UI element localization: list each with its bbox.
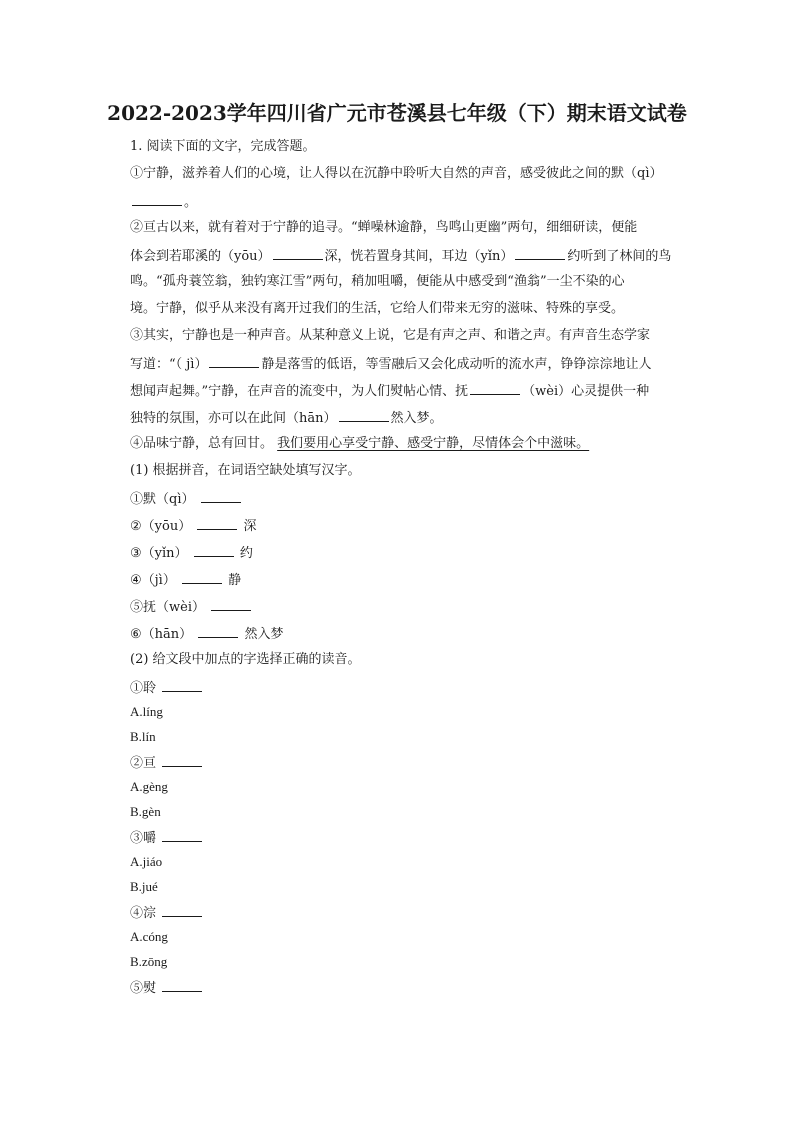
choice-char: ①聆 bbox=[130, 681, 157, 696]
text-segment: 然入梦。 bbox=[390, 411, 443, 426]
fill-item bbox=[130, 596, 700, 623]
paragraph-3-line-1: ③其实，宁静也是一种声音。从某种意义上说，它是有声之声、和谐之声。有声音生态学家 bbox=[130, 328, 651, 343]
paragraph-1-tail: 。 bbox=[184, 195, 198, 210]
sub-question-1: (1) 根据拼音，在词语空缺处填写汉字。 bbox=[130, 463, 361, 478]
page-title: 2022-2023学年四川省广元市苍溪县七年级（下）期末语文试卷 bbox=[107, 101, 687, 125]
text-segment: ④品味宁静，总有回甘。 bbox=[130, 436, 274, 451]
answer-blank[interactable] bbox=[162, 977, 202, 992]
paragraph-4 bbox=[130, 434, 700, 461]
fill-suffix: 然入梦 bbox=[244, 627, 284, 642]
answer-blank[interactable] bbox=[162, 752, 202, 767]
text-segment: （wèi）心灵提供一种 bbox=[522, 384, 650, 399]
paragraph-3-line-2 bbox=[130, 353, 700, 380]
answer-blank[interactable] bbox=[515, 245, 565, 260]
option-b[interactable]: B.lín bbox=[130, 729, 156, 744]
fill-label: ④（jì） bbox=[130, 573, 176, 588]
fill-suffix: 静 bbox=[228, 573, 242, 588]
fill-label: ③（yǐn） bbox=[130, 546, 188, 561]
answer-blank[interactable] bbox=[162, 827, 202, 842]
answer-blank[interactable] bbox=[194, 542, 234, 557]
paragraph-3-line-4 bbox=[130, 407, 700, 434]
choice-label bbox=[130, 752, 700, 777]
answer-blank[interactable] bbox=[182, 569, 222, 584]
underlined-sentence: 我们要用心享受宁静、感受宁静，尽情体会个中滋味。 bbox=[277, 436, 590, 451]
text-segment: 静是落雪的低语，等雪融后又会化成动听的流水声，铮铮淙淙地让人 bbox=[261, 357, 652, 372]
text-segment: 深，恍若置身其间，耳边（yǐn） bbox=[324, 249, 514, 264]
paragraph-1-line-1: ①宁静，滋养着人们的心境，让人得以在沉静中聆听大自然的声音，感受彼此之间的默（qì） bbox=[130, 166, 663, 181]
answer-blank[interactable] bbox=[211, 596, 251, 611]
paragraph-2-line-3: 鸣。“孤舟蓑笠翁，独钓寒江雪”两句，稍加咀嚼，便能从中感受到“渔翁”一尘不染的心 bbox=[130, 274, 625, 289]
text-segment: 体会到若耶溪的（yōu） bbox=[130, 249, 271, 264]
answer-blank[interactable] bbox=[339, 407, 389, 422]
answer-blank[interactable] bbox=[201, 488, 241, 503]
answer-blank[interactable] bbox=[132, 191, 182, 206]
fill-item bbox=[130, 569, 700, 596]
choice-char: ②亘 bbox=[130, 756, 157, 771]
option-a[interactable]: A.jiáo bbox=[130, 854, 163, 869]
question-header: 1. 阅读下面的文字，完成答题。 bbox=[130, 139, 316, 154]
paragraph-2-line-2 bbox=[130, 245, 700, 272]
choice-label bbox=[130, 677, 700, 702]
paragraph-3-line-3 bbox=[130, 380, 700, 407]
sub-question-2: (2) 给文段中加点的字选择正确的读音。 bbox=[130, 652, 361, 667]
option-a[interactable]: A.cóng bbox=[130, 929, 168, 944]
question-body bbox=[130, 137, 700, 1002]
option-b[interactable]: B.jué bbox=[130, 879, 158, 894]
paragraph-2-line-4: 境。宁静，似乎从来没有离开过我们的生活，它给人们带来无穷的滋味、特殊的享受。 bbox=[130, 301, 625, 316]
choice-char: ③嚼 bbox=[130, 831, 157, 846]
option-b[interactable]: B.zōng bbox=[130, 954, 168, 969]
fill-label: ②（yōu） bbox=[130, 519, 192, 534]
answer-blank[interactable] bbox=[162, 677, 202, 692]
choice-label bbox=[130, 827, 700, 852]
answer-blank[interactable] bbox=[197, 515, 237, 530]
option-b[interactable]: B.gèn bbox=[130, 804, 161, 819]
text-segment: 独特的氛围，亦可以在此间（hān） bbox=[130, 411, 337, 426]
paragraph-2-line-1: ②亘古以来，就有着对于宁静的追寻。“蝉噪林逾静，鸟鸣山更幽”两句，细细研读，便能 bbox=[130, 220, 638, 235]
choice-label bbox=[130, 902, 700, 927]
fill-label: ①默（qì） bbox=[130, 492, 195, 507]
fill-item bbox=[130, 488, 700, 515]
option-a[interactable]: A.líng bbox=[130, 704, 163, 719]
fill-suffix: 深 bbox=[243, 519, 257, 534]
answer-blank[interactable] bbox=[209, 353, 259, 368]
choice-char: ⑤熨 bbox=[130, 981, 157, 996]
text-segment: 约听到了林间的鸟 bbox=[567, 249, 672, 264]
paragraph-1-line-2 bbox=[130, 191, 700, 218]
fill-label: ⑥（hān） bbox=[130, 627, 193, 642]
choice-label bbox=[130, 977, 700, 1002]
text-segment: 想闻声起舞。”宁静，在声音的流变中，为人们熨帖心情、抚 bbox=[130, 384, 469, 399]
answer-blank[interactable] bbox=[273, 245, 323, 260]
fill-item bbox=[130, 515, 700, 542]
fill-item bbox=[130, 623, 700, 650]
fill-item bbox=[130, 542, 700, 569]
option-a[interactable]: A.gèng bbox=[130, 779, 168, 794]
answer-blank[interactable] bbox=[198, 623, 238, 638]
answer-blank[interactable] bbox=[470, 380, 520, 395]
fill-suffix: 约 bbox=[239, 546, 253, 561]
text-segment: 写道：“（ jì） bbox=[130, 357, 208, 372]
answer-blank[interactable] bbox=[162, 902, 202, 917]
choice-char: ④淙 bbox=[130, 906, 157, 921]
fill-label: ⑤抚（wèi） bbox=[130, 600, 205, 615]
